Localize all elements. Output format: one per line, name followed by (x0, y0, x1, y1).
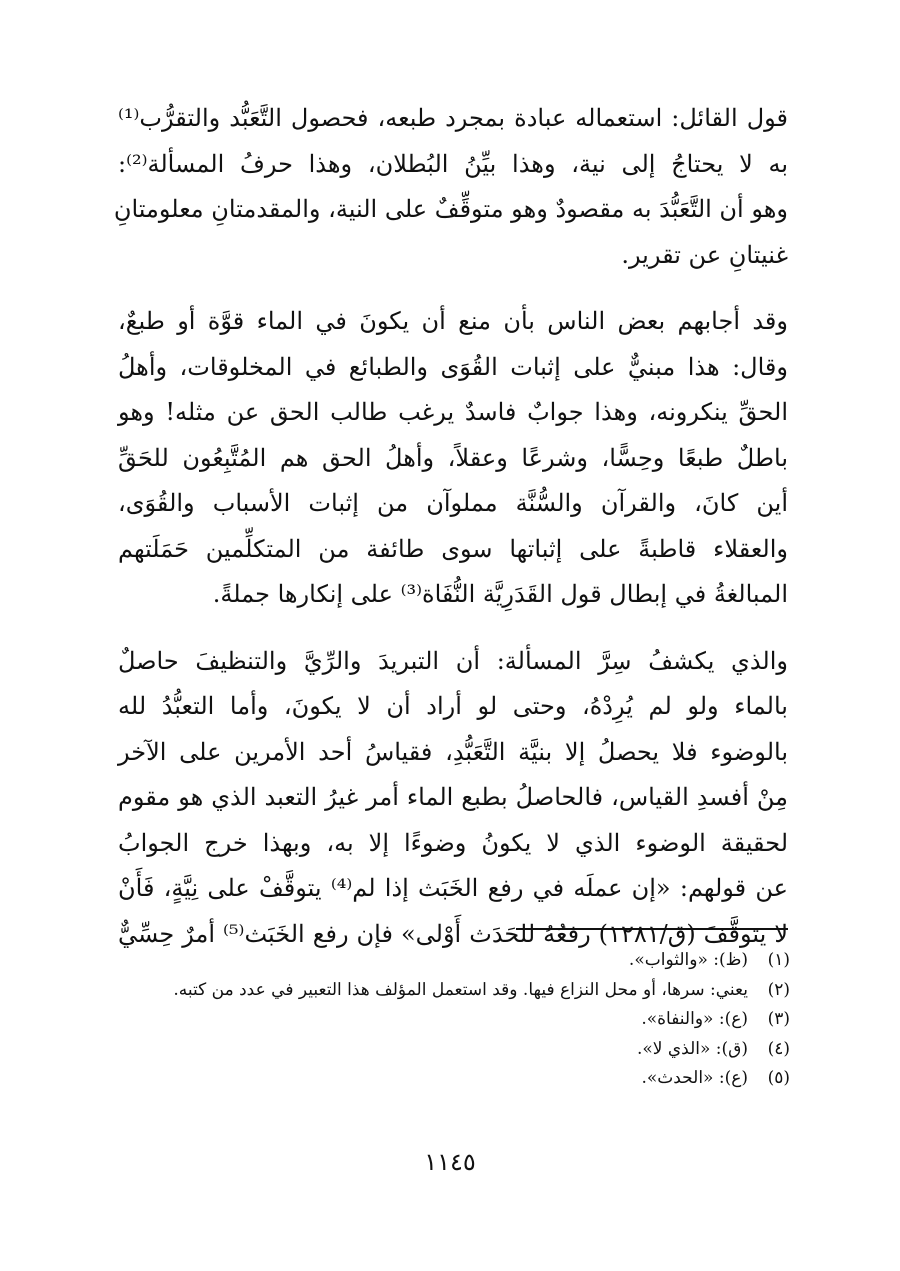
text-line: وهو أن التَّعَبُّدَ به مقصودٌ وهو متوقِّفٌ على النية، والمقدمتانِ معلومتانِ (113, 195, 788, 223)
footnote-separator (516, 928, 788, 930)
footnote-3 (100, 1005, 790, 1035)
text-line: عن قولهم: «إن عملَه في رفع الخَبَث إذا لم⁽⁴⁾ يتوقَّفْ على نِيَّةٍ، فَأَنْ (118, 874, 788, 902)
footnote-1 (100, 946, 790, 976)
page-number: ١١٤٥ (424, 1148, 476, 1176)
footnote-number: (١) (767, 950, 790, 970)
footnote-2 (100, 976, 790, 1006)
text-line: لا يتوقَّفَ (ق/١٢٨١) رفعُهُ للحَدَث أَوْلى» فإن رفع الخَبَث⁽⁵⁾ أمرٌ حِسِّيٌّ (118, 919, 789, 948)
text-line: أين كانَ، والقرآن والسُّنَّة مملوآن من إثبات الأسباب والقُوَى، (118, 489, 788, 517)
footnote-4 (100, 1035, 790, 1065)
text-line: به لا يحتاجُ إلى نية، وهذا بيِّنُ البُطلان، وهذا حرفُ المسألة⁽²⁾: (118, 149, 788, 178)
text-line: والعقلاء قاطبةً على إثباتها سوى طائفة من المتكلِّمين حَمَلَتهم (118, 534, 788, 563)
footnote-number: (٢) (767, 979, 790, 1000)
footnote-text: (ق): «الذي لا». (636, 1038, 748, 1059)
text-line: وقد أجابهم بعض الناس بأن منع أن يكونَ في الماء قوَّة أو طبعٌ، (118, 307, 788, 335)
main-text (113, 96, 789, 957)
text-line: مِنْ أفسدِ القياس، فالحاصلُ بطبع الماء أمر غيرُ التعبد الذي هو مقوم (118, 783, 788, 811)
text-line: بالماء ولو لم يُرِدْهُ، وحتى لو أراد أن لا يكونَ، وأما التعبُّدُ لله (118, 692, 788, 720)
footnote-text: (ع): «الحدث». (641, 1068, 748, 1088)
text-line: لحقيقة الوضوء الذي لا يكونُ وضوءًا إلا به، وبهذا خرج الجوابُ (118, 828, 789, 857)
text-line: بالوضوء فلا يحصلُ إلا بنيَّة التَّعَبُّدِ، فقياسُ أحد الأمرين على الآخر (118, 737, 788, 766)
text-line: غنيتانِ عن تقرير. (621, 240, 788, 269)
footnote-number: (٥) (767, 1068, 790, 1088)
paragraph-1 (113, 96, 788, 278)
footnotes (100, 946, 790, 1094)
footnote-5 (100, 1064, 790, 1094)
footnote-text: يعني: سرها، أو محل النزاع فيها. وقد استعمل المؤلف هذا التعبير في عدد من كتبه. (173, 979, 748, 1000)
footnote-text: (ع): «والنفاة». (641, 1009, 748, 1029)
text-line: الحقِّ ينكرونه، وهذا جوابٌ فاسدٌ يرغب طالب الحق عن مثله! وهو (118, 398, 788, 426)
text-line: قول القائل: استعماله عبادة بمجرد طبعه، فحصول التَّعَبُّد والتقرُّب⁽¹⁾ (118, 104, 788, 132)
footnote-number: (٣) (767, 1009, 790, 1029)
text-line: والذي يكشفُ سِرَّ المسألة: أن التبريدَ والرِّيَّ والتنظيفَ حاصلٌ (118, 646, 788, 675)
text-line: المبالغةُ في إبطال قول القَدَرِيَّة النُّفَاة⁽³⁾ على إنكارها جملةً. (212, 580, 788, 608)
paragraph-3 (118, 639, 788, 958)
footnote-text: (ظ): «والثواب». (628, 950, 748, 970)
text-line: وقال: هذا مبنيٌّ على إثبات القُوَى والطبائع في المخلوقات، وأهلُ (118, 352, 788, 381)
paragraph-2 (118, 299, 788, 618)
text-line: باطلٌ طبعًا وحِسًّا، وشرعًا وعقلاً، وأهلُ الحق هم المُتَّبِعُون للحَقِّ (118, 443, 788, 472)
footnote-number: (٤) (767, 1038, 790, 1059)
